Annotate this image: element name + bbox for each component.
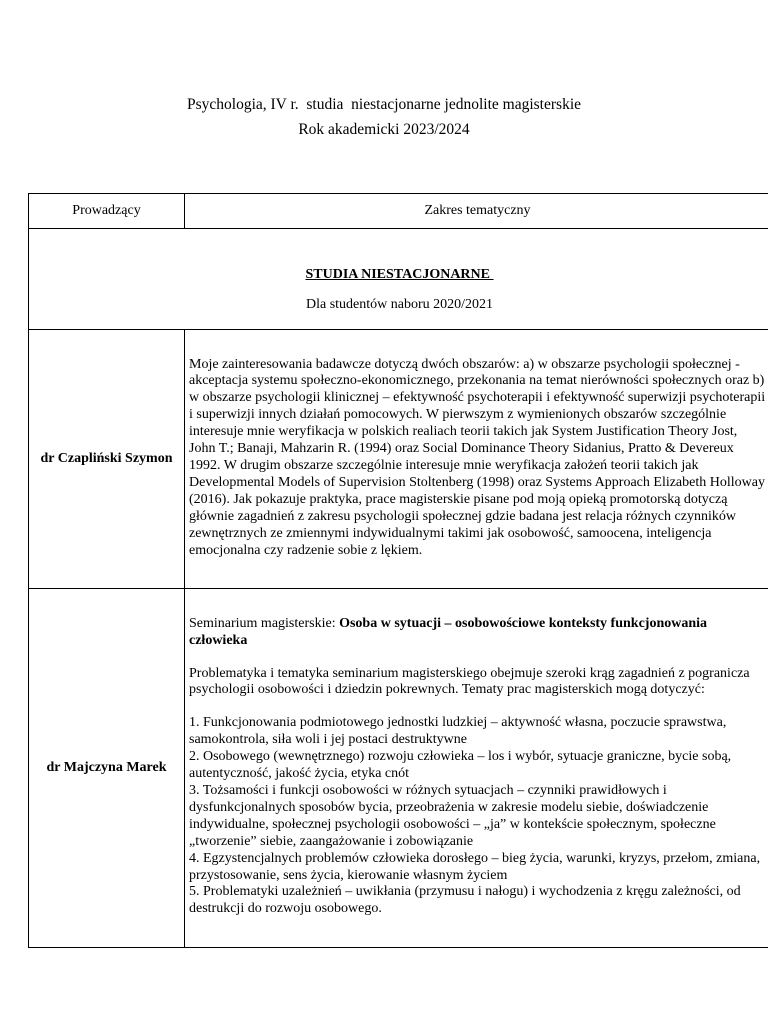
seminar-heading [189,616,766,650]
topic-item: 3. Tożsamości i funkcji osobowości w różnych sytuacjach – czynniki prawidłowych i dysfunkcjonalnych sposobów bycia, przeobrażenia w zakresie modelu siebie, doświadczenie indywidualne, społecznej psychologii osobowości – „ja” w kontekście społecznym, społeczne „tworzenie” siebie, zaangażowanie i zobowiązanie [189,783,716,849]
topic-item: 2. Osobowego (wewnętrznego) rozwoju człowieka – los i wybór, sytuacje graniczne, bycie sobą, autentyczność, jakość życia, etyka cnót [189,749,732,782]
table-row [29,330,768,589]
supervisors-table [28,193,768,948]
section-heading-cell [29,229,768,330]
table-header-row [29,194,768,229]
seminar-intro: Problematyka i tematyka seminarium magisterskiego obejmuje szeroki krąg zagadnień z pogranicza psychologii osobowości i dziedzin pokrewnych. Tematy prac magisterskich mogą dotyczyć: [189,665,750,698]
seminar-label: Seminarium magisterskie: [189,615,340,631]
instructor-name: dr Majczyna Marek [29,589,185,948]
topic-item: 4. Egzystencjalnych problemów człowieka dorosłego – bieg życia, warunki, kryzys, przełom, zmiana, przystosowanie, sens życia, kierowanie własnym życiem [189,850,761,883]
instructor-name: dr Czapliński Szymon [29,330,185,589]
research-description: Moje zainteresowania badawcze dotyczą dwóch obszarów: a) w obszarze psychologii społecznej - akceptacja systemu społeczno-ekonomicznego, przekonania na temat nierówności społecznych oraz b) w obszarze psychologii klinicznej – efektywność psychoterapii i efektywność superwizji psychoterapii i superwizji innych działań pomocowych. W pierwszym z wymienionych obszarów szczególnie interesuje mnie weryfikacja w polskich realiach teorii takich jak System Justification Theory Jost, John T.; Banaji, Mahzarin R. (1994) oraz Social Dominance Theory Sidanius, Pratto & Devereux 1992. W drugim obszarze szczególnie interesuje mnie weryfikacja założeń teorii takich jak Developmental Models of Supervision Stoltenberg (1998) oraz Systems Approach Elizabeth Holloway (2016). Jak pokazuje praktyka, prace magisterskie pisane pod moją opieką promotorską dotyczą głównie zagadnień z zakresu psychologii społecznej gdzie badana jest relacja różnych czynników zewnętrznych ze zmiennymi indywidualnymi takimi jak osobowość, samoocena, inteligencja emocjonalna czy radzenie sobie z lękiem. [185,330,768,589]
section-subtitle: Dla studentów naboru 2020/2021 [305,297,494,312]
column-header-instructor: Prowadzący [29,194,185,229]
topic-item: 5. Problematyki uzależnień – uwikłania (przymusu i nałogu) i wychodzenia z kręgu zależności, od destrukcji do rozwoju osobowego. [189,884,741,917]
section-row [29,229,768,330]
header-line-2: Rok akademicki 2023/2024 [298,121,470,138]
document-header [0,92,768,142]
header-line-1: Psychologia, IV r. studia niestacjonarne jednolite magisterskie [186,96,582,113]
seminar-title: Osoba w sytuacji – osobowościowe konteksty funkcjonowania człowieka [189,615,708,648]
table-row [29,589,768,948]
seminar-description [185,589,768,948]
column-header-scope: Zakres tematyczny [185,194,768,229]
topic-item: 1. Funkcjonowania podmiotowego jednostki ludzkiej – aktywność własna, poczucie sprawstwa, samokontrola, siła woli i jej postaci destruktywne [189,715,727,748]
section-title: STUDIA NIESTACJONARNE [305,267,494,282]
